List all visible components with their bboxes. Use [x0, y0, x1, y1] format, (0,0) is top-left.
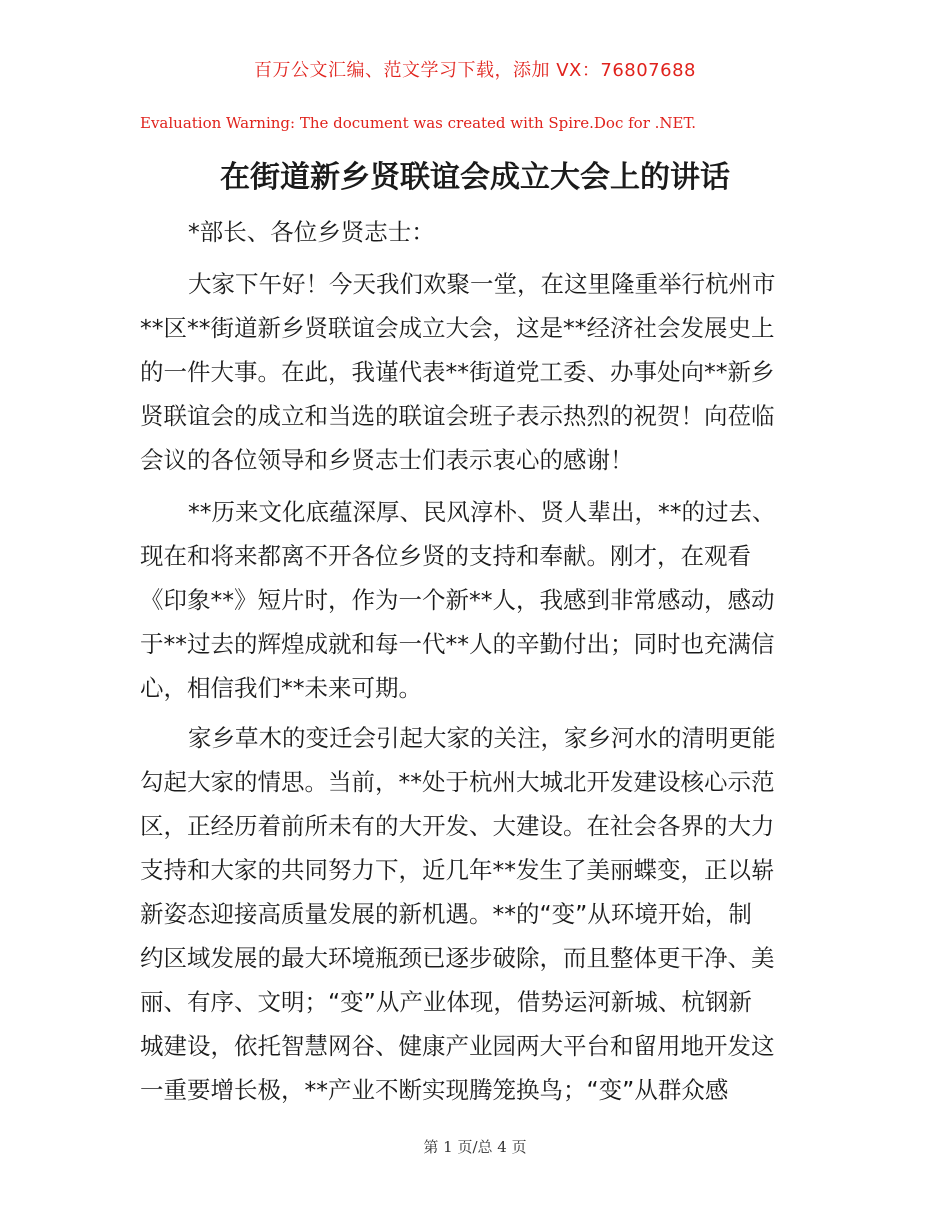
paragraph-line: 现在和将来都离不开各位乡贤的支持和奉献。刚才，在观看 [140, 542, 751, 570]
paragraph-line: 《印象**》短片时，作为一个新**人，我感到非常感动，感动 [140, 586, 775, 614]
paragraph-line: 贤联谊会的成立和当选的联谊会班子表示热烈的祝贺！向莅临 [140, 402, 775, 430]
paragraph-line: 于**过去的辉煌成就和每一代**人的辛勤付出；同时也充满信 [140, 630, 775, 658]
paragraph-1 [140, 262, 820, 482]
document-title: 在街道新乡贤联谊会成立大会上的讲话 [220, 160, 730, 195]
paragraph-line: **区**街道新乡贤联谊会成立大会，这是**经济社会发展史上 [140, 314, 775, 342]
paragraph-line: 勾起大家的情思。当前，**处于杭州大城北开发建设核心示范 [140, 768, 775, 796]
paragraph-line: 新姿态迎接高质量发展的新机遇。**的“变”从环境开始，制 [140, 900, 752, 928]
paragraph-line: 心，相信我们**未来可期。 [140, 674, 422, 702]
paragraph-line: 家乡草木的变迁会引起大家的关注，家乡河水的清明更能 [188, 724, 776, 752]
paragraph-line: 约区域发展的最大环境瓶颈已逐步破除，而且整体更干净、美 [140, 944, 775, 972]
paragraph-3 [140, 716, 820, 1112]
salutation: *部长、各位乡贤志士： [188, 218, 435, 246]
paragraph-line: 区，正经历着前所未有的大开发、大建设。在社会各界的大力 [140, 812, 775, 840]
paragraph-line: 丽、有序、文明；“变”从产业体现，借势运河新城、杭钢新 [140, 988, 752, 1016]
header-banner: 百万公文汇编、范文学习下载，添加 VX：76807688 [254, 60, 696, 81]
paragraph-line: **历来文化底蕴深厚、民风淳朴、贤人辈出，**的过去、 [188, 498, 776, 526]
paragraph-line: 会议的各位领导和乡贤志士们表示衷心的感谢！ [140, 446, 634, 474]
paragraph-line: 一重要增长极，**产业不断实现腾笼换鸟；“变”从群众感 [140, 1076, 729, 1104]
paragraph-line: 支持和大家的共同努力下，近几年**发生了美丽蝶变，正以崭 [140, 856, 775, 884]
paragraph-line: 的一件大事。在此，我谨代表**街道党工委、办事处向**新乡 [140, 358, 775, 386]
paragraph-2 [140, 490, 820, 710]
paragraph-line: 城建设，依托智慧网谷、健康产业园两大平台和留用地开发这 [140, 1032, 775, 1060]
paragraph-line: 大家下午好！今天我们欢聚一堂，在这里隆重举行杭州市 [188, 270, 776, 298]
evaluation-warning: Evaluation Warning: The document was created with Spire.Doc for .NET. [140, 114, 697, 132]
page-indicator: 第 1 页/总 4 页 [423, 1138, 527, 1156]
